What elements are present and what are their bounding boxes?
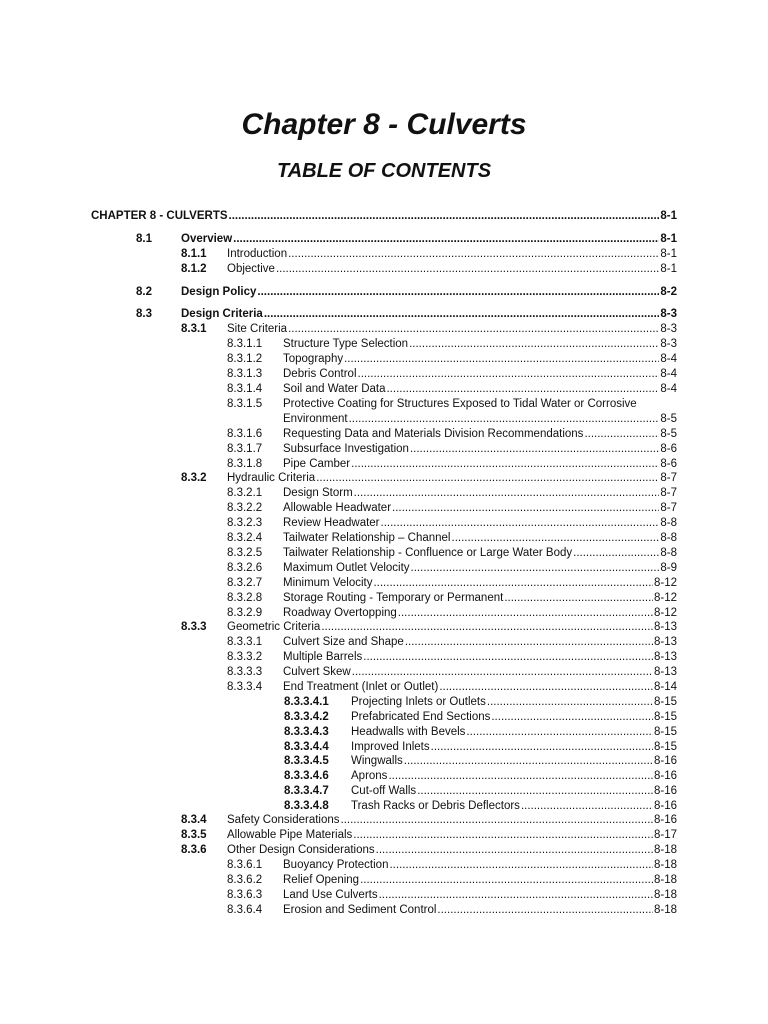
toc-row: [0, 531, 768, 546]
toc-page-number: 8-4: [660, 353, 677, 365]
toc-leader-dots: [504, 591, 653, 606]
toc-entry-title: Wingwalls: [351, 755, 403, 767]
toc-leader-dots: [316, 471, 659, 486]
toc-row: [0, 307, 768, 322]
toc-page-number: 8-15: [653, 741, 677, 753]
toc-entry[interactable]: [227, 262, 677, 277]
toc-row: [0, 635, 768, 650]
toc-row: [0, 232, 768, 247]
toc-entry-title: Headwalls with Bevels: [351, 726, 466, 738]
toc-entry[interactable]: [283, 442, 677, 457]
toc-page-number: 8-2: [660, 286, 677, 298]
toc-row: [0, 606, 768, 621]
toc-leader-dots: [352, 665, 653, 680]
toc-leader-dots: [466, 725, 653, 740]
toc-leader-dots: [405, 635, 653, 650]
toc-entry-title: Allowable Headwater: [283, 502, 392, 514]
toc-page-number: 8-4: [660, 368, 677, 380]
toc-section-number: 8.3.2.3: [227, 517, 263, 529]
toc-page-number: 8-3: [660, 338, 677, 350]
toc-page-number: 8-13: [653, 651, 677, 663]
toc-page-number: 8-15: [653, 711, 677, 723]
toc-leader-dots: [229, 209, 660, 224]
toc-entry[interactable]: [351, 695, 677, 710]
toc-section-number: 8.3.1: [181, 323, 207, 335]
toc-row: [0, 680, 768, 695]
toc-entry-title: Improved Inlets: [351, 741, 430, 753]
toc-entry[interactable]: [283, 337, 677, 352]
toc-entry-title: Relief Opening: [283, 874, 360, 886]
toc-section-number: 8.3.3.3: [227, 666, 263, 678]
toc-leader-dots: [353, 828, 653, 843]
toc-leader-dots: [349, 412, 660, 427]
toc-entry[interactable]: [283, 888, 677, 903]
toc-section-number: 8.3.2.7: [227, 577, 263, 589]
toc-entry-title: Culvert Size and Shape: [283, 636, 404, 648]
toc-leader-dots: [379, 888, 653, 903]
toc-section-number: 8.3.3.4: [227, 681, 263, 693]
toc-leader-dots: [452, 531, 660, 546]
toc-page-number: 8-13: [653, 621, 677, 633]
toc-entry-title: Land Use Culverts: [283, 889, 378, 901]
toc-row: [0, 516, 768, 531]
toc-page-number: 8-3: [660, 308, 677, 320]
toc-page-number: 8-12: [653, 577, 677, 589]
toc-section-number: 8.3.1.7: [227, 443, 263, 455]
toc-section-number: 8.3.3.2: [227, 651, 263, 663]
toc-entry-title: Buoyancy Protection: [283, 859, 389, 871]
toc-leader-dots: [409, 337, 659, 352]
toc-entry[interactable]: [283, 501, 677, 516]
toc-row: [0, 620, 768, 635]
toc-entry-title: Multiple Barrels: [283, 651, 363, 663]
toc-row: [0, 873, 768, 888]
toc-entry[interactable]: [351, 725, 677, 740]
toc-row: [0, 352, 768, 367]
toc-entry-title: Hydraulic Criteria: [227, 472, 316, 484]
toc-page-number: 8-16: [653, 770, 677, 782]
toc-section-number: 8.3.4: [181, 814, 207, 826]
toc-entry-title: Environment: [283, 413, 348, 425]
toc-section-number: 8.1: [136, 233, 152, 245]
toc-page-number: 8-12: [653, 607, 677, 619]
toc-page-number: 8-7: [660, 502, 677, 514]
toc-leader-dots: [417, 784, 653, 799]
toc-entry-title: Subsurface Investigation: [283, 443, 409, 455]
toc-page-number: 8-1: [660, 210, 677, 222]
toc-row: [0, 828, 768, 843]
toc-section-number: 8.3.3.4.2: [284, 711, 329, 723]
toc-page-number: 8-18: [653, 859, 677, 871]
toc-section-number: 8.3.2.2: [227, 502, 263, 514]
toc-section-number: 8.3.3.4.8: [284, 800, 329, 812]
toc-row: [0, 769, 768, 784]
toc-leader-dots: [521, 799, 653, 814]
toc-section-number: 8.1.2: [181, 263, 207, 275]
toc-section-number: 8.3.3.4.3: [284, 726, 329, 738]
toc-leader-dots: [381, 516, 660, 531]
toc-row: [0, 442, 768, 457]
toc-page-number: 8-1: [660, 263, 677, 275]
toc-entry-title: Review Headwater: [283, 517, 380, 529]
toc-entry-title: Design Policy: [181, 286, 257, 298]
toc-leader-dots: [360, 873, 653, 888]
toc-entry[interactable]: [283, 457, 677, 472]
toc-leader-dots: [321, 620, 653, 635]
toc-entry-title: Other Design Considerations: [227, 844, 375, 856]
toc-entry[interactable]: [91, 209, 677, 224]
toc-row: [0, 457, 768, 472]
toc-page-number: 8-18: [653, 889, 677, 901]
toc-row: [0, 650, 768, 665]
toc-entry-title: Tailwater Relationship - Confluence or Large Water Body: [283, 547, 573, 559]
toc-leader-dots: [398, 606, 653, 621]
toc-row: [0, 397, 768, 412]
toc-leader-dots: [351, 457, 659, 472]
toc-entry[interactable]: [283, 546, 677, 561]
toc-entry-title: Allowable Pipe Materials: [227, 829, 353, 841]
toc-page-number: 8-5: [660, 413, 677, 425]
toc-page-number: 8-17: [653, 829, 677, 841]
toc-row: [0, 247, 768, 262]
toc-row: [0, 799, 768, 814]
toc-row: [0, 412, 768, 427]
toc-row: [0, 285, 768, 300]
toc-entry[interactable]: [283, 352, 677, 367]
toc-entry-title: Structure Type Selection: [283, 338, 409, 350]
toc-entry[interactable]: [351, 740, 677, 755]
toc-page-number: 8-14: [653, 681, 677, 693]
toc-leader-dots: [411, 561, 660, 576]
toc-entry-title: Erosion and Sediment Control: [283, 904, 437, 916]
toc-section-number: 8.3.2.5: [227, 547, 263, 559]
toc-section-number: 8.3.5: [181, 829, 207, 841]
toc-leader-dots: [431, 740, 653, 755]
toc-entry[interactable]: [283, 576, 677, 591]
toc-row: [0, 471, 768, 486]
toc-row: [0, 843, 768, 858]
toc-entry[interactable]: [351, 769, 677, 784]
toc-leader-dots: [276, 262, 659, 277]
toc-section-number: 8.3.3.4.4: [284, 741, 329, 753]
toc-leader-dots: [437, 903, 653, 918]
toc-page-number: 8-4: [660, 383, 677, 395]
toc-page-number: 8-7: [660, 472, 677, 484]
toc-entry-title: Design Criteria: [181, 308, 263, 320]
toc-leader-dots: [233, 232, 659, 247]
toc-entry-title: Aprons: [351, 770, 388, 782]
toc-section-number: 8.3.1.8: [227, 458, 263, 470]
toc-entry[interactable]: [283, 591, 677, 606]
toc-entry[interactable]: [227, 620, 677, 635]
toc-page-number: 8-13: [653, 666, 677, 678]
toc-row: [0, 546, 768, 561]
toc-entry[interactable]: [283, 486, 677, 501]
toc-entry[interactable]: [351, 754, 677, 769]
toc-row: [0, 858, 768, 873]
toc-entry[interactable]: [283, 903, 677, 918]
toc-leader-dots: [439, 680, 653, 695]
toc-entry[interactable]: [227, 247, 677, 262]
toc-leader-dots: [487, 695, 653, 710]
toc-leader-dots: [363, 650, 653, 665]
toc-section-number: 8.3.2.1: [227, 487, 263, 499]
toc-row: [0, 903, 768, 918]
toc-heading: TABLE OF CONTENTS: [276, 160, 492, 182]
toc-entry[interactable]: [227, 471, 677, 486]
toc-entry-title: Minimum Velocity: [283, 577, 373, 589]
toc-section-number: 8.3.1.2: [227, 353, 263, 365]
toc-row: [0, 209, 768, 224]
toc-section-number: 8.3.2.4: [227, 532, 263, 544]
toc-row: [0, 561, 768, 576]
toc-entry[interactable]: [283, 873, 677, 888]
toc-leader-dots: [404, 754, 653, 769]
toc-section-number: 8.3.6.2: [227, 874, 263, 886]
toc-section-number: 8.3.3.4.1: [284, 696, 329, 708]
toc-entry[interactable]: [283, 650, 677, 665]
toc-section-number: 8.3.3.4.5: [284, 755, 329, 767]
toc-entry-title: Prefabricated End Sections: [351, 711, 491, 723]
toc-leader-dots: [386, 382, 659, 397]
toc-entry-title: Cut-off Walls: [351, 785, 417, 797]
toc-leader-dots: [389, 858, 652, 873]
toc-section-number: 8.3.6.3: [227, 889, 263, 901]
toc-page-number: 8-15: [653, 726, 677, 738]
toc-leader-dots: [573, 546, 659, 561]
toc-page-number: 8-8: [660, 532, 677, 544]
toc-entry-title: Protective Coating for Structures Exposed to Tidal Water or Corrosive: [283, 398, 637, 410]
toc-row: [0, 337, 768, 352]
toc-entry[interactable]: [227, 813, 677, 828]
toc-section-number: 8.3.1.4: [227, 383, 263, 395]
toc-row: [0, 888, 768, 903]
toc-leader-dots: [288, 247, 659, 262]
toc-page-number: 8-1: [660, 248, 677, 260]
toc-page-number: 8-7: [660, 487, 677, 499]
toc-page-number: 8-16: [653, 800, 677, 812]
toc-section-number: 8.3.1.3: [227, 368, 263, 380]
toc-entry-title: Maximum Outlet Velocity: [283, 562, 410, 574]
toc-section-number: 8.3.1.6: [227, 428, 263, 440]
toc-leader-dots: [354, 486, 660, 501]
toc-entry-title: Roadway Overtopping: [283, 607, 397, 619]
toc-page-number: 8-3: [660, 323, 677, 335]
toc-page-number: 8-13: [653, 636, 677, 648]
toc-entry-title: Site Criteria: [227, 323, 288, 335]
toc-row: [0, 695, 768, 710]
toc-entry-title: Design Storm: [283, 487, 353, 499]
toc-page-number: 8-6: [660, 443, 677, 455]
toc-leader-dots: [264, 307, 660, 322]
toc-section-number: 8.3.3.4.6: [284, 770, 329, 782]
toc-section-number: 8.3.3.1: [227, 636, 263, 648]
toc-entry[interactable]: [283, 412, 677, 427]
toc-entry-title: Tailwater Relationship – Channel: [283, 532, 451, 544]
toc-row: [0, 725, 768, 740]
toc-entry[interactable]: [227, 843, 677, 858]
toc-leader-dots: [376, 843, 653, 858]
toc-entry-title: Projecting Inlets or Outlets: [351, 696, 486, 708]
toc-entry-title: Requesting Data and Materials Division Recommendations: [283, 428, 584, 440]
toc-entry[interactable]: [181, 232, 677, 247]
toc-section-number: 8.3.1.1: [227, 338, 263, 350]
toc-entry-title: Trash Racks or Debris Deflectors: [351, 800, 520, 812]
toc-row: [0, 262, 768, 277]
toc-row: [0, 754, 768, 769]
toc-leader-dots: [388, 769, 653, 784]
toc-entry-title: Culvert Skew: [283, 666, 351, 678]
toc-section-number: 8.3.2: [181, 472, 207, 484]
toc-section-number: 8.3.3: [181, 621, 207, 633]
toc-leader-dots: [491, 710, 653, 725]
toc-leader-dots: [288, 322, 659, 337]
toc-entry[interactable]: [283, 665, 677, 680]
toc-section-number: 8.3.2.8: [227, 592, 263, 604]
toc-page-number: 8-6: [660, 458, 677, 470]
toc-section-number: 8.3.6: [181, 844, 207, 856]
toc-entry[interactable]: [227, 828, 677, 843]
toc-row: [0, 665, 768, 680]
toc-section-number: 8.1.1: [181, 248, 207, 260]
chapter-title: Chapter 8 - Culverts: [241, 108, 527, 141]
toc-entry[interactable]: [283, 531, 677, 546]
toc-entry-title: Storage Routing - Temporary or Permanent: [283, 592, 504, 604]
toc-row: [0, 382, 768, 397]
toc-section-number: 8.3.1.5: [227, 398, 263, 410]
toc-entry-title: End Treatment (Inlet or Outlet): [283, 681, 439, 693]
toc-entry-title: Topography: [283, 353, 344, 365]
toc-page-number: 8-15: [653, 696, 677, 708]
toc-section-number: 8.3.2.9: [227, 607, 263, 619]
toc-entry-title: Objective: [227, 263, 275, 275]
toc-row: [0, 501, 768, 516]
toc-page-number: 8-8: [660, 517, 677, 529]
toc-entry-title: Geometric Criteria: [227, 621, 321, 633]
toc-entry-title: Overview: [181, 233, 233, 245]
toc-entry[interactable]: [283, 561, 677, 576]
toc-row: [0, 591, 768, 606]
toc-entry[interactable]: [283, 516, 677, 531]
toc-leader-dots: [344, 352, 659, 367]
toc-page-number: 8-16: [653, 755, 677, 767]
toc-page-number: 8-5: [660, 428, 677, 440]
toc-row: [0, 740, 768, 755]
toc-row: [0, 576, 768, 591]
toc-leader-dots: [584, 427, 659, 442]
toc-row: [0, 367, 768, 382]
toc-leader-dots: [257, 285, 659, 300]
toc-row: [0, 710, 768, 725]
toc-page-number: 8-12: [653, 592, 677, 604]
toc-entry[interactable]: [283, 397, 677, 412]
toc-entry[interactable]: [227, 322, 677, 337]
toc-entry[interactable]: [283, 680, 677, 695]
toc-row: [0, 427, 768, 442]
toc-leader-dots: [392, 501, 659, 516]
toc-entry-title: Debris Control: [283, 368, 357, 380]
toc-entry[interactable]: [283, 382, 677, 397]
toc-page-number: 8-16: [653, 814, 677, 826]
toc-leader-dots: [410, 442, 659, 457]
toc-entry-title: Soil and Water Data: [283, 383, 386, 395]
toc-page-number: 8-18: [653, 904, 677, 916]
toc-page-number: 8-8: [660, 547, 677, 559]
toc-row: [0, 784, 768, 799]
toc-section-number: 8.3.2.6: [227, 562, 263, 574]
toc-leader-dots: [373, 576, 653, 591]
toc-entry-title: CHAPTER 8 - CULVERTS: [91, 210, 228, 222]
toc-section-number: 8.3.6.1: [227, 859, 263, 871]
toc-entry-title: Pipe Camber: [283, 458, 351, 470]
toc-entry[interactable]: [283, 427, 677, 442]
toc-entry[interactable]: [351, 799, 677, 814]
toc-entry[interactable]: [351, 710, 677, 725]
toc-entry[interactable]: [181, 307, 677, 322]
toc-page-number: 8-18: [653, 844, 677, 856]
toc-section-number: 8.3.3.4.7: [284, 785, 329, 797]
toc-section-number: 8.3.6.4: [227, 904, 263, 916]
toc-entry[interactable]: [351, 784, 677, 799]
toc-section-number: 8.2: [136, 286, 152, 298]
toc-entry[interactable]: [283, 606, 677, 621]
toc-entry[interactable]: [181, 285, 677, 300]
toc-row: [0, 322, 768, 337]
toc-page-number: 8-9: [660, 562, 677, 574]
toc-entry-title: Safety Considerations: [227, 814, 340, 826]
toc-entry[interactable]: [283, 635, 677, 650]
toc-entry-title: Introduction: [227, 248, 288, 260]
toc-entry[interactable]: [283, 858, 677, 873]
toc-row: [0, 486, 768, 501]
toc-page-number: 8-1: [660, 233, 677, 245]
toc-leader-dots: [341, 813, 653, 828]
toc-entry[interactable]: [283, 367, 677, 382]
toc-row: [0, 813, 768, 828]
toc-leader-dots: [358, 367, 660, 382]
toc-page-number: 8-16: [653, 785, 677, 797]
toc-section-number: 8.3: [136, 308, 152, 320]
toc-page-number: 8-18: [653, 874, 677, 886]
